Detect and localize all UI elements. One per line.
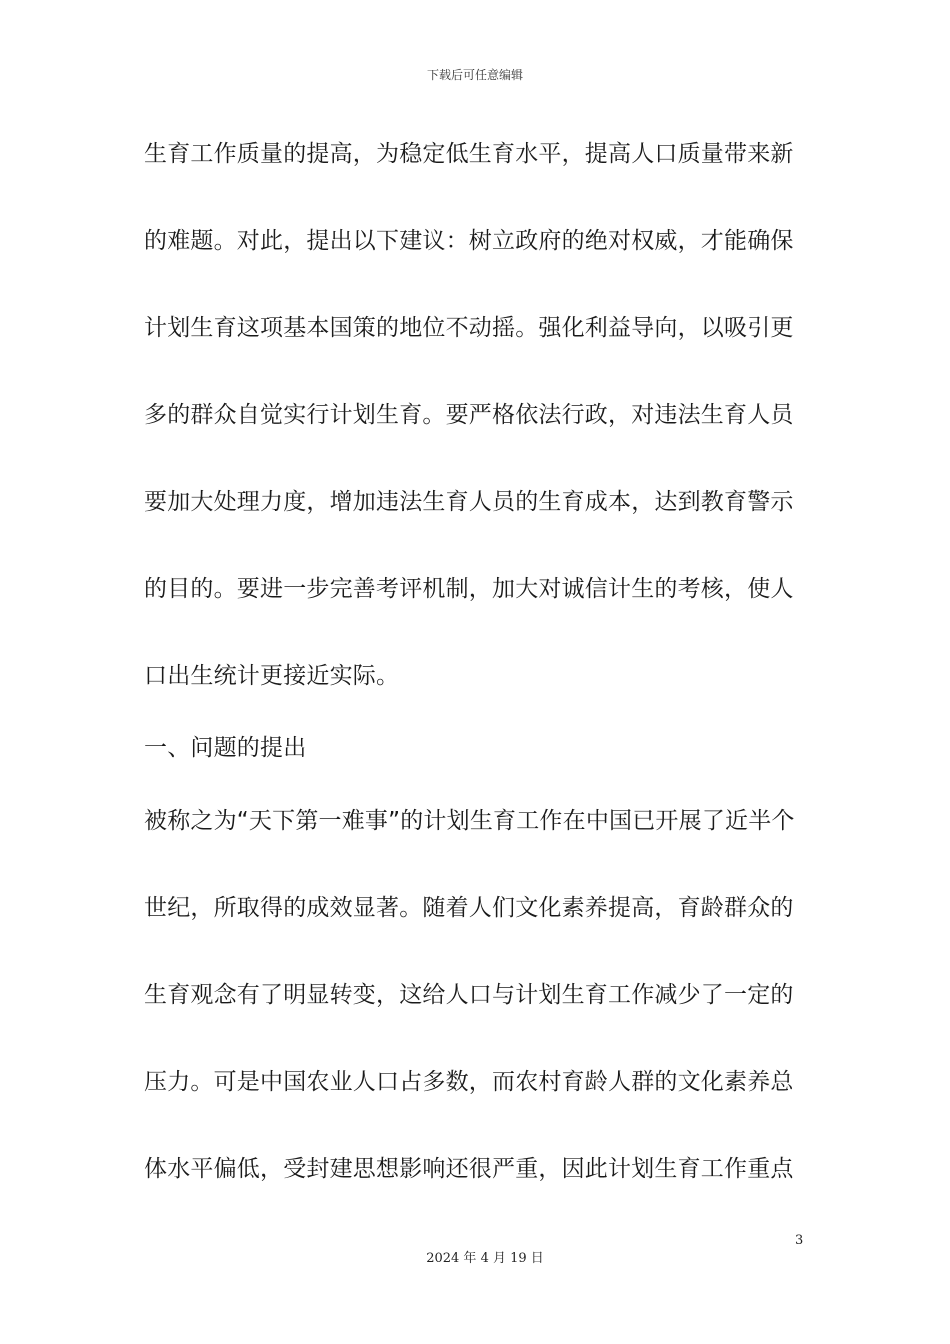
page-header: 下载后可任意编辑	[426, 68, 523, 82]
section-heading: 一、问题的提出	[144, 735, 307, 761]
body-line: 被称之为“天下第一难事”的计划生育工作在中国已开展了近半个	[144, 808, 795, 834]
body-line: 要加大处理力度，增加违法生育人员的生育成本，达到教育警示	[144, 489, 794, 515]
page-number: 3	[795, 1233, 804, 1248]
body-line: 计划生育这项基本国策的地位不动摇。强化利益导向，以吸引更	[144, 315, 794, 341]
footer-date: 2024 年 4 月 19 日	[426, 1251, 544, 1266]
body-line: 多的群众自觉实行计划生育。要严格依法行政，对违法生育人员	[144, 402, 794, 428]
body-line: 生育工作质量的提高，为稳定低生育水平，提高人口质量带来新	[144, 141, 794, 167]
body-line: 生育观念有了明显转变，这给人口与计划生育工作减少了一定的	[144, 982, 794, 1008]
body-line: 的目的。要进一步完善考评机制，加大对诚信计生的考核，使人	[144, 576, 794, 602]
body-line: 的难题。对此，提出以下建议：树立政府的绝对权威，才能确保	[144, 228, 794, 254]
body-line: 压力。可是中国农业人口占多数，而农村育龄人群的文化素养总	[144, 1069, 794, 1095]
body-line: 体水平偏低，受封建思想影响还很严重，因此计划生育工作重点	[144, 1156, 794, 1182]
body-line: 口出生统计更接近实际。	[144, 663, 400, 689]
body-line: 世纪，所取得的成效显著。随着人们文化素养提高，育龄群众的	[144, 895, 794, 921]
